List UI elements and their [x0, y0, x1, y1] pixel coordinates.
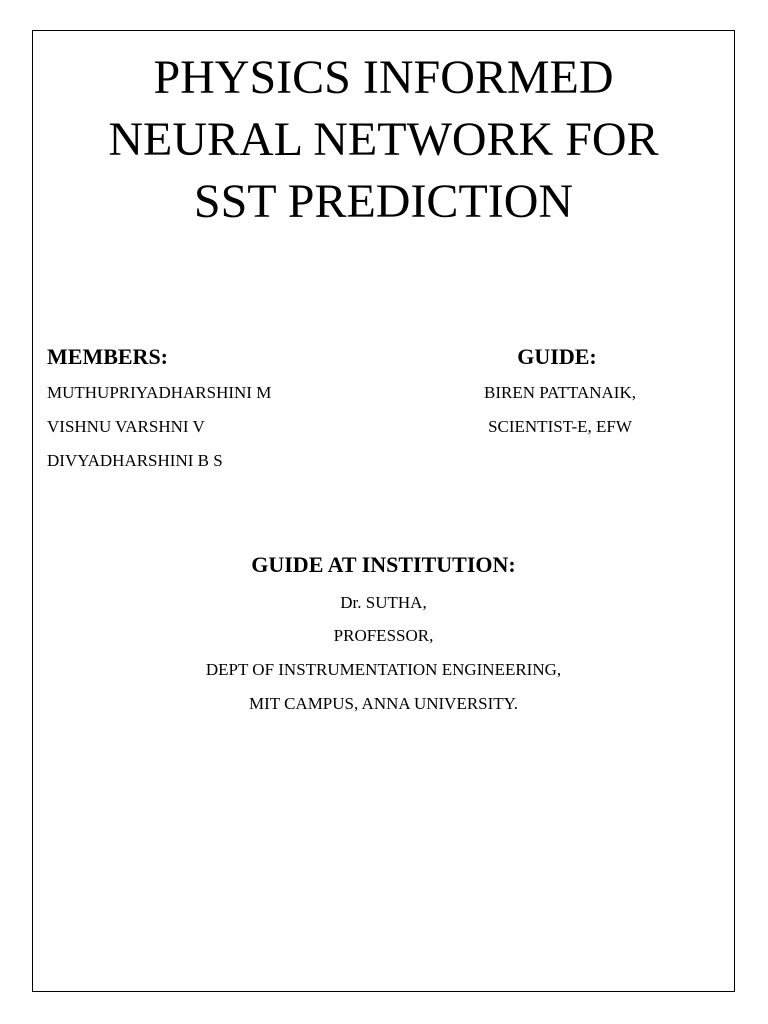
title-line: PHYSICS INFORMED — [153, 51, 614, 104]
member-name: MUTHUPRIYADHARSHINI M — [47, 383, 272, 402]
institution-guide-line: Dr. SUTHA, — [340, 593, 427, 612]
guide-heading: GUIDE: — [517, 344, 597, 369]
members-heading: MEMBERS: — [47, 344, 168, 369]
institution-guide-heading: GUIDE AT INSTITUTION: — [251, 552, 516, 577]
member-name: DIVYADHARSHINI B S — [47, 451, 223, 470]
title-line: SST PREDICTION — [193, 175, 574, 228]
guide-line: SCIENTIST-E, EFW — [488, 417, 632, 436]
guide-line: BIREN PATTANAIK, — [484, 383, 636, 402]
institution-guide-line: PROFESSOR, — [333, 626, 434, 645]
title-line: NEURAL NETWORK FOR — [108, 113, 659, 166]
institution-guide-line: DEPT OF INSTRUMENTATION ENGINEERING, — [205, 660, 562, 679]
member-name: VISHNU VARSHNI V — [47, 417, 205, 436]
document-title — [32, 47, 735, 233]
institution-guide-line: MIT CAMPUS, ANNA UNIVERSITY. — [248, 694, 519, 713]
